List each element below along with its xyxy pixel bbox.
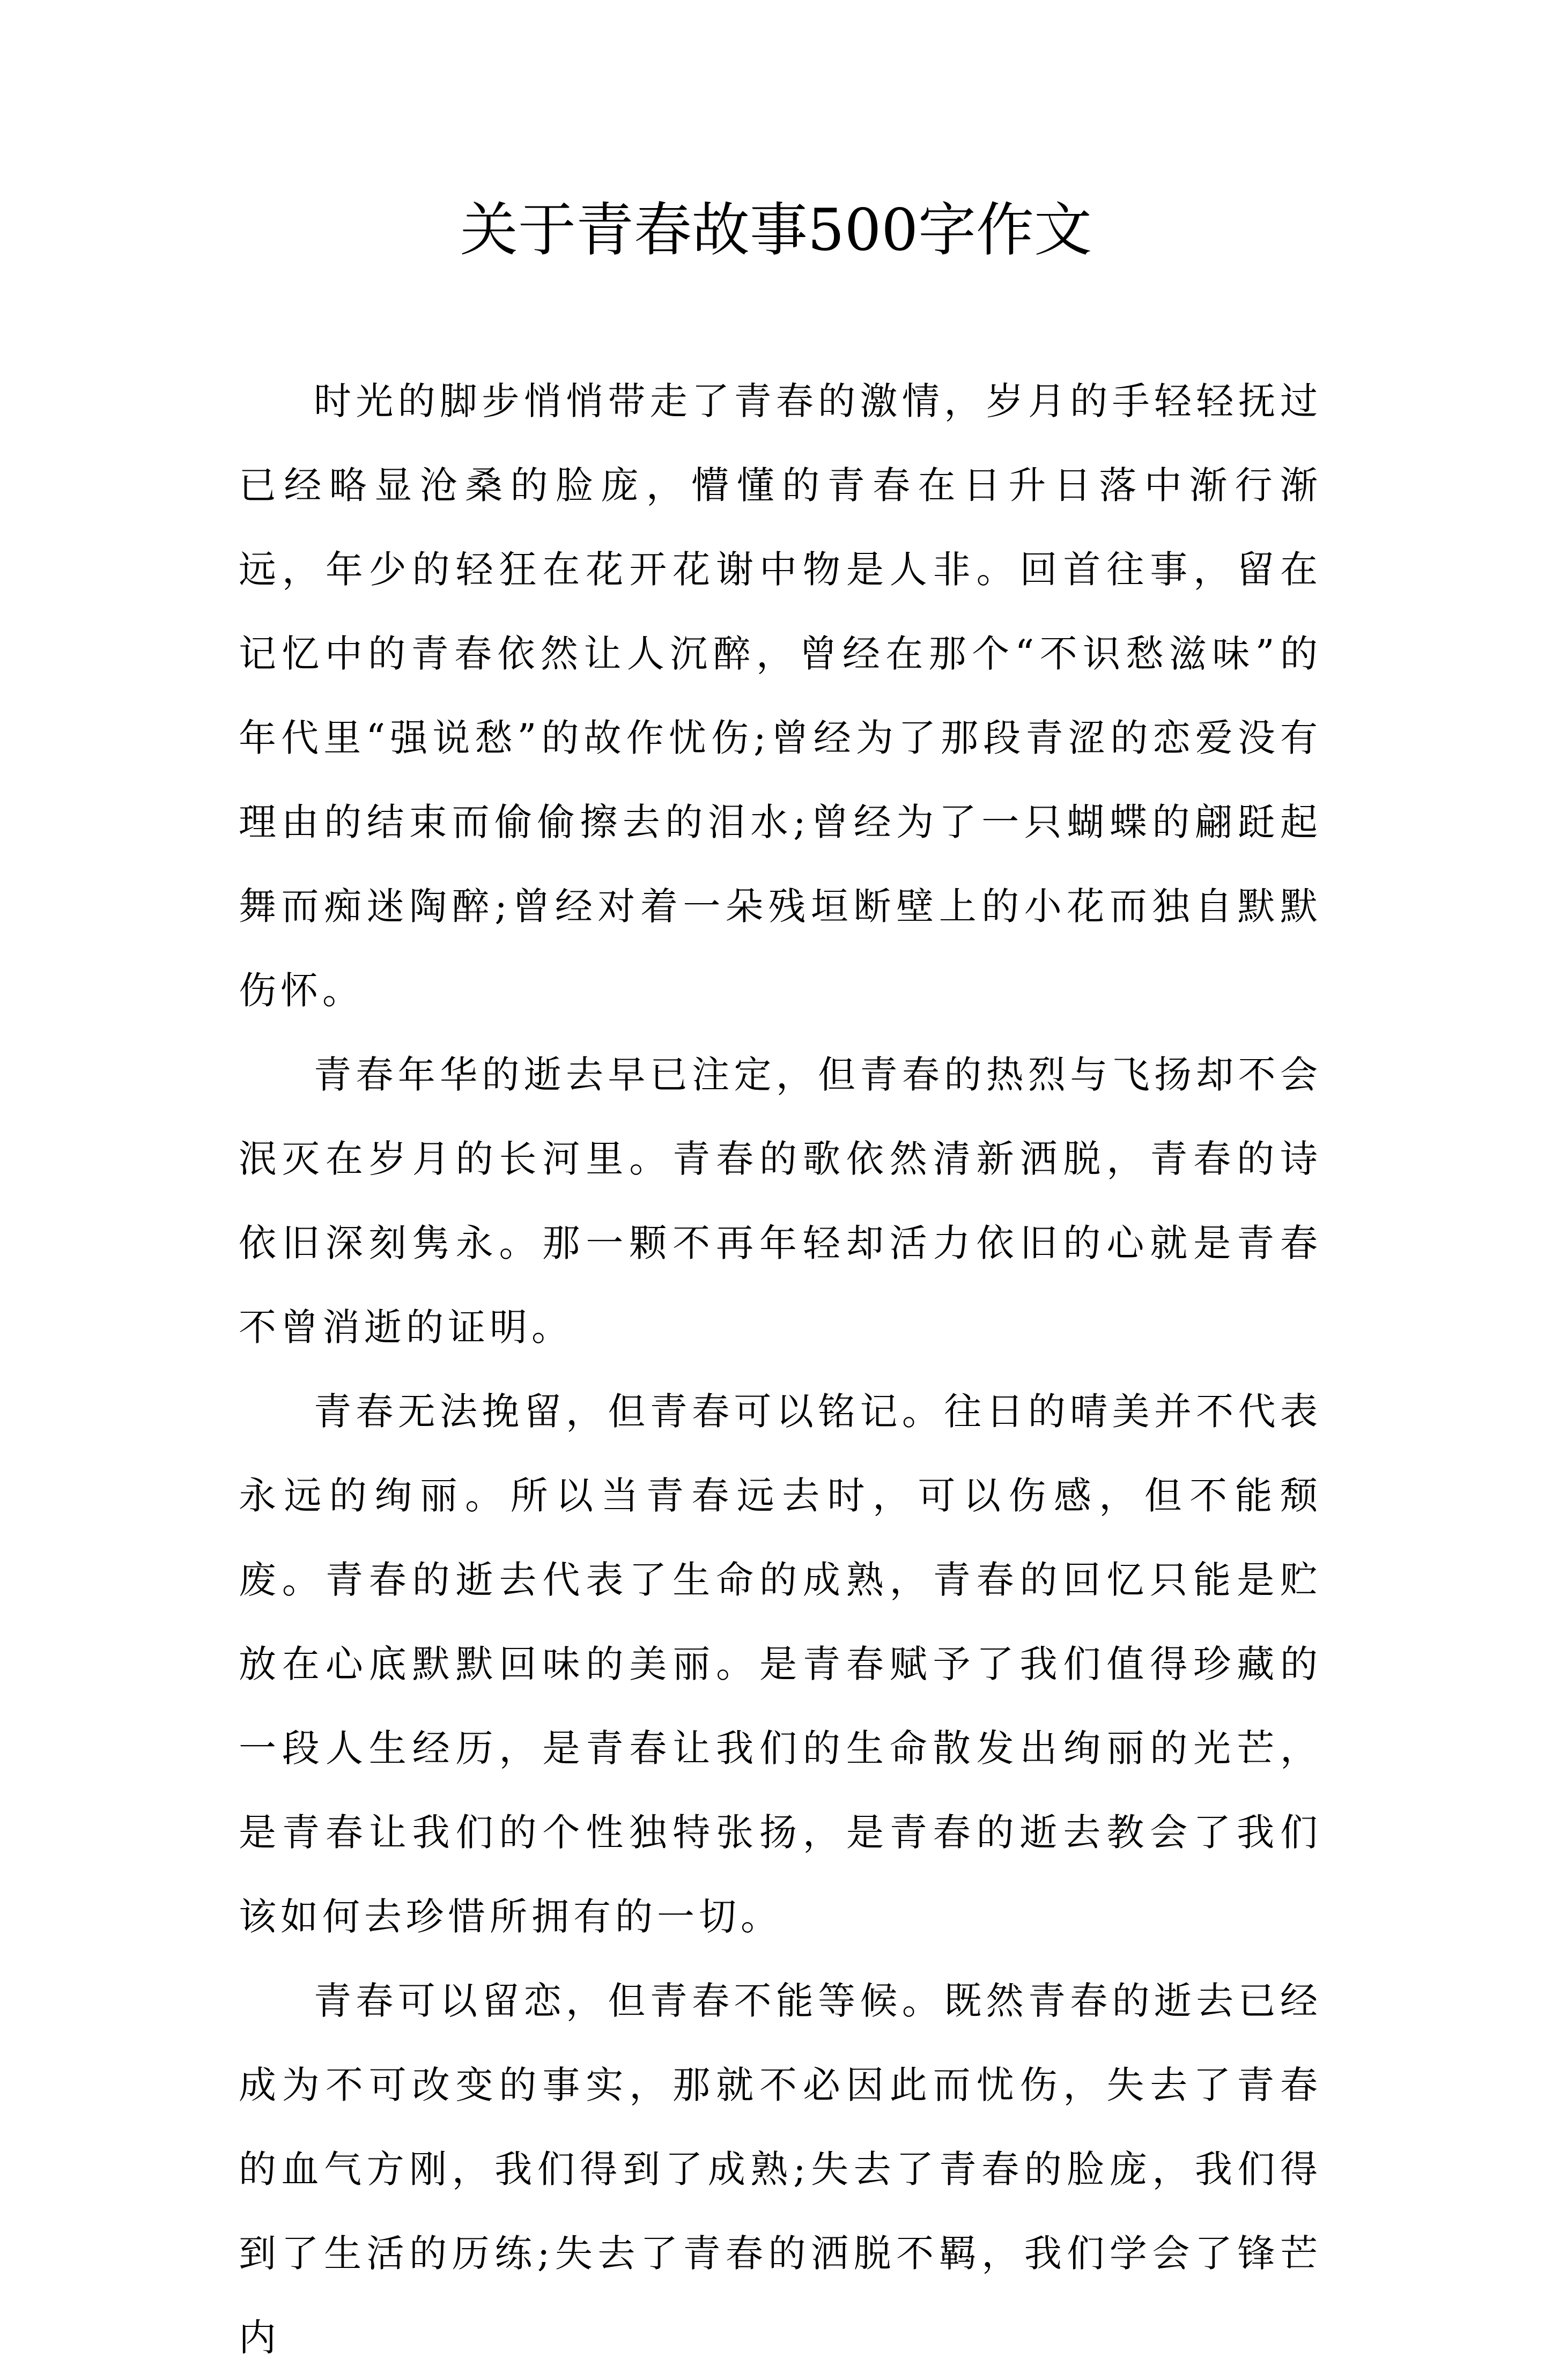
paragraph-4: 青春可以留恋，但青春不能等候。既然青春的逝去已经成为不可改变的事实，那就不必因此而忧伤，失去了青春的血气方刚，我们得到了成熟;失去了青春的脸庞，我们得到了生活的历练;失去了青春的洒脱不羁，我们学会了锋芒内	[239, 1979, 1322, 2360]
document-body	[239, 359, 1322, 2380]
document-title: 关于青春故事500字作文	[460, 197, 1092, 264]
paragraph-2: 青春年华的逝去早已注定，但青春的热烈与飞扬却不会泯灭在岁月的长河里。青春的歌依然清新洒脱，青春的诗依旧深刻隽永。那一颗不再年轻却活力依旧的心就是青春不曾消逝的证明。	[239, 1053, 1322, 1349]
paragraph-1: 时光的脚步悄悄带走了青春的激情，岁月的手轻轻抚过已经略显沧桑的脸庞，懵懂的青春在日升日落中渐行渐远，年少的轻狂在花开花谢中物是人非。回首往事，留在记忆中的青春依然让人沉醉，曾经在那个“不识愁滋味”的年代里“强说愁”的故作忧伤;曾经为了那段青涩的恋爱没有理由的结束而偷偷擦去的泪水;曾经为了一只蝴蝶的翩跹起舞而痴迷陶醉;曾经对着一朵残垣断壁上的小花而独自默默伤怀。	[239, 379, 1322, 1012]
paragraph-3: 青春无法挽留，但青春可以铭记。往日的晴美并不代表永远的绚丽。所以当青春远去时，可以伤感，但不能颓废。青春的逝去代表了生命的成熟，青春的回忆只能是贮放在心底默默回味的美丽。是青春赋予了我们值得珍藏的一段人生经历，是青春让我们的生命散发出绚丽的光芒，是青春让我们的个性独特张扬，是青春的逝去教会了我们该如何去珍惜所拥有的一切。	[239, 1389, 1322, 1939]
